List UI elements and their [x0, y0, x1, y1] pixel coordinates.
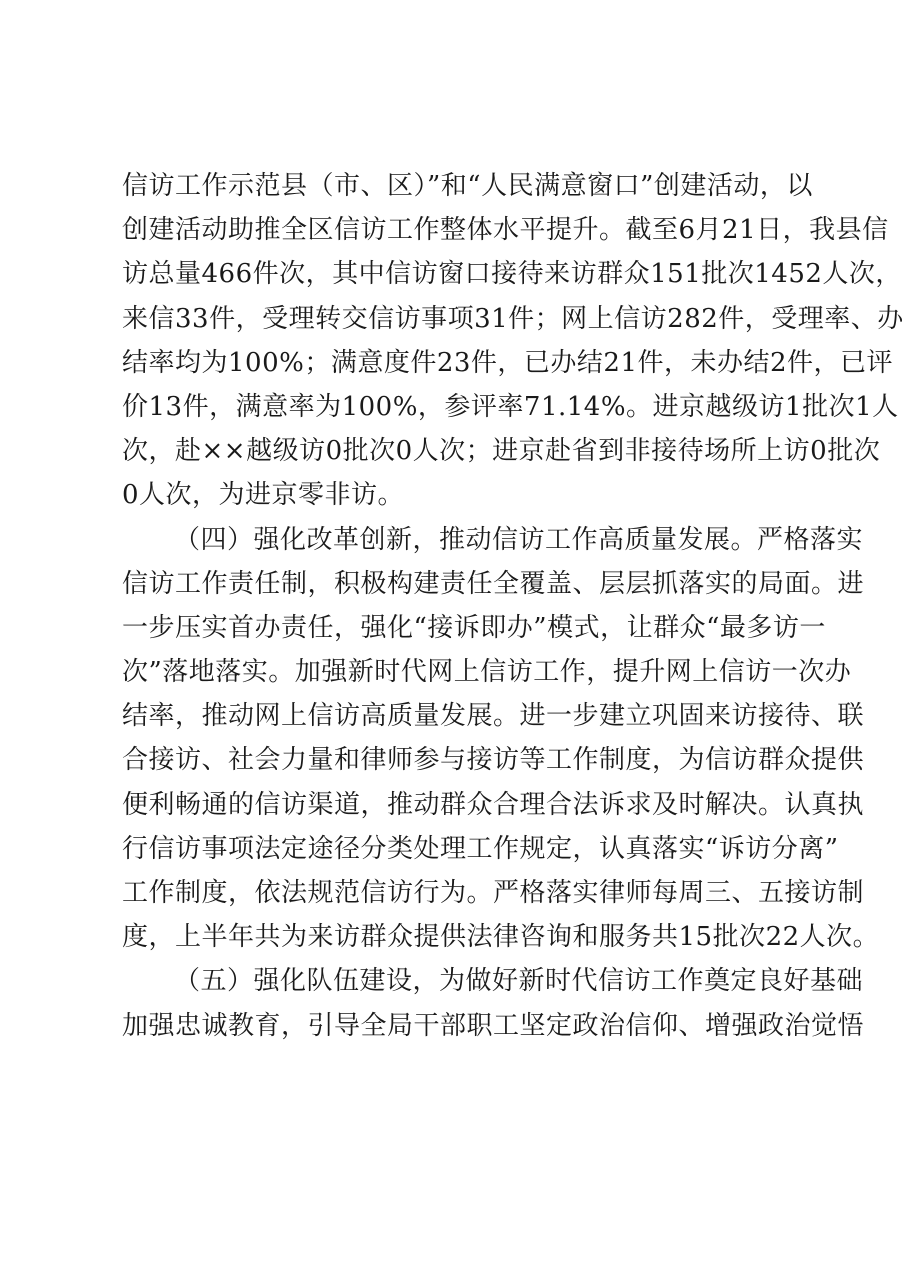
- text-line: 合接访、社会力量和律师参与接访等工作制度，为信访群众提供: [122, 745, 865, 776]
- text-line: 一步压实首办责任，强化“接诉即办”模式，让群众“最多访一: [122, 612, 826, 643]
- paragraph-petition-statistics: [122, 164, 904, 518]
- document-body: [122, 164, 904, 1048]
- text-line: 信访工作示范县（市、区）”和“人民满意窗口”创建活动，以: [122, 171, 813, 201]
- text-line: 价13件，满意率为100%，参评率71.14%。进京越级访1批次1人: [122, 391, 899, 422]
- paragraph-team-building: [122, 959, 865, 1047]
- text-line: 信访工作责任制，积极构建责任全覆盖、层层抓落实的局面。进: [122, 568, 865, 599]
- paragraph-reform-innovation: [122, 518, 880, 960]
- text-line: 创建活动助推全区信访工作整体水平提升。截至6月21日，我县信: [122, 215, 889, 246]
- text-line: 工作制度，依法规范信访行为。严格落实律师每周三、五接访制: [122, 878, 865, 908]
- text-line: 加强忠诚教育，引导全局干部职工坚定政治信仰、增强政治觉悟: [122, 1010, 865, 1041]
- text-line: 度，上半年共为来访群众提供法律咨询和服务共15批次22人次。: [122, 922, 880, 953]
- text-line: 来信33件，受理转交信访事项31件；网上信访282件，受理率、办: [122, 303, 904, 334]
- text-line: 次”落地落实。加强新时代网上信访工作，提升网上信访一次办: [122, 657, 852, 688]
- text-line: 访总量466件次，其中信访窗口接待来访群众151批次1452人次，: [122, 259, 902, 290]
- text-line: （五）强化队伍建设，为做好新时代信访工作奠定良好基础: [174, 966, 864, 997]
- text-line: 0人次，为进京零非访。: [122, 480, 405, 511]
- text-line: （四）强化改革创新，推动信访工作高质量发展。严格落实: [174, 524, 864, 555]
- text-line: 结率均为100%；满意度件23件，已办结21件，未办结2件，已评: [122, 347, 894, 378]
- text-line: 结率，推动网上信访高质量发展。进一步建立巩固来访接待、联: [122, 701, 865, 732]
- text-line: 便利畅通的信访渠道，推动群众合理合法诉求及时解决。认真执: [122, 789, 865, 820]
- text-line: 次，赴××越级访0批次0人次；进京赴省到非接待场所上访0批次: [122, 436, 881, 467]
- text-line: 行信访事项法定途径分类处理工作规定，认真落实“诉访分离”: [122, 833, 839, 864]
